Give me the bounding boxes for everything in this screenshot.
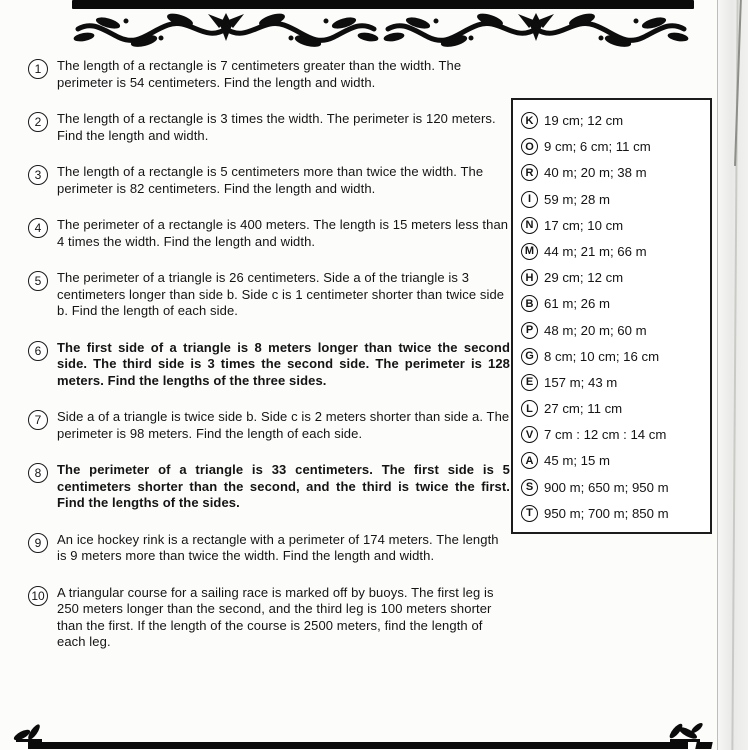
problem-item — [28, 462, 510, 512]
answer-row — [521, 505, 704, 522]
answer-letter-badge — [521, 243, 538, 260]
answer-row — [521, 217, 704, 234]
answer-letter-badge — [521, 479, 538, 496]
problem-number: 5 — [34, 274, 42, 288]
answer-letter: N — [525, 219, 534, 232]
answer-letter-badge — [521, 452, 538, 469]
answer-row — [521, 452, 704, 469]
answer-row — [521, 138, 704, 155]
answer-text: 45 m; 15 m — [544, 453, 610, 469]
answer-letter: K — [525, 114, 534, 127]
problem-number: 7 — [34, 413, 42, 427]
answer-letter: H — [525, 271, 534, 284]
answer-letter-badge — [521, 191, 538, 208]
answer-row — [521, 426, 704, 443]
answer-text: 900 m; 650 m; 950 m — [544, 479, 669, 495]
answer-box — [511, 98, 712, 534]
problem-number-badge — [28, 165, 48, 185]
problem-number-badge — [28, 410, 48, 430]
answer-row — [521, 322, 704, 339]
answer-letter: R — [525, 166, 534, 179]
answer-text: 7 cm : 12 cm : 14 cm — [544, 427, 667, 443]
problem-item — [28, 532, 510, 565]
answer-text: 27 cm; 11 cm — [544, 401, 623, 417]
answer-letter: V — [525, 428, 534, 441]
answer-text: 40 m; 20 m; 38 m — [544, 165, 647, 181]
top-ornament — [72, 0, 694, 55]
problem-number-badge — [28, 341, 48, 361]
problem-number: 8 — [34, 466, 42, 480]
problem-number-badge — [28, 112, 48, 132]
problem-number: 2 — [34, 115, 42, 129]
problem-item — [28, 111, 510, 144]
answer-text: 9 cm; 6 cm; 11 cm — [544, 139, 651, 155]
problem-text: The perimeter of a rectangle is 400 meters. The length is 15 meters less than 4 times the width. Find the length and width. — [57, 217, 509, 249]
answer-row — [521, 348, 704, 365]
answer-text: 44 m; 21 m; 66 m — [544, 243, 647, 259]
answer-row — [521, 243, 704, 260]
problem-number: 6 — [34, 343, 42, 358]
answer-text: 17 cm; 10 cm — [544, 217, 624, 233]
problem-item — [28, 270, 510, 320]
bottom-right-leaf-icon — [664, 721, 704, 743]
problem-number-badge — [28, 59, 48, 79]
top-flourish-icon — [72, 13, 694, 55]
problem-number-badge — [28, 533, 48, 553]
answer-letter: M — [524, 245, 535, 258]
answer-letter-badge — [521, 164, 538, 181]
problem-number: 4 — [34, 221, 42, 235]
answer-letter: I — [527, 193, 532, 206]
answer-row — [521, 295, 704, 312]
problems-list — [28, 58, 510, 671]
answer-row — [521, 112, 704, 129]
problem-item — [28, 585, 510, 651]
bottom-left-leaf-icon — [12, 723, 46, 743]
answer-text: 29 cm; 12 cm — [544, 270, 624, 286]
problem-text: The first side of a triangle is 8 meters longer than twice the second side. The third side is 3 times the second side. The perimeter is 128 meters. Find the lengths of the three sides. — [57, 339, 510, 388]
problem-text: An ice hockey rink is a rectangle with a perimeter of 174 meters. The length is 9 meters more than twice the width. Find the length and width. — [57, 531, 499, 563]
problem-item — [28, 164, 510, 197]
problem-number: 10 — [31, 588, 45, 603]
answer-letter-badge — [521, 348, 538, 365]
problem-number: 1 — [34, 62, 42, 76]
problem-number-badge — [28, 271, 48, 291]
answer-letter-badge — [521, 400, 538, 417]
answer-letter: E — [525, 376, 534, 389]
answer-letter: O — [525, 140, 534, 153]
problem-text: Side a of a triangle is twice side b. Side c is 2 meters shorter than side a. The perimeter is 98 meters. Find the length of each side. — [57, 409, 510, 441]
problem-text: The length of a rectangle is 7 centimeters greater than the width. The perimeter is 54 centimeters. Find the length and width. — [57, 58, 462, 90]
answer-row — [521, 191, 704, 208]
problem-number-badge — [28, 218, 48, 238]
problem-number-badge — [28, 586, 48, 606]
problem-number: 3 — [34, 168, 42, 182]
answer-letter: G — [525, 350, 534, 363]
answer-letter-badge — [521, 217, 538, 234]
answer-letter-badge — [521, 374, 538, 391]
answer-text: 59 m; 28 m — [544, 191, 610, 207]
answer-letter: T — [526, 507, 533, 520]
problem-number: 9 — [34, 535, 42, 550]
answer-row — [521, 164, 704, 181]
answer-letter: A — [525, 454, 534, 467]
answer-row — [521, 374, 704, 391]
answer-letter-badge — [521, 505, 538, 522]
answer-letter: B — [525, 297, 534, 310]
problem-item — [28, 217, 510, 250]
answer-letter-badge — [521, 138, 538, 155]
answer-text: 8 cm; 10 cm; 16 cm — [544, 348, 660, 364]
answer-text: 950 m; 700 m; 850 m — [544, 505, 669, 521]
answer-letter-badge — [521, 295, 538, 312]
bottom-bar — [28, 742, 688, 749]
answer-letter: P — [525, 324, 534, 336]
answer-row — [521, 479, 704, 496]
answer-letter-badge — [521, 426, 538, 443]
answer-letter-badge — [521, 322, 538, 339]
problem-item — [28, 58, 510, 91]
problem-item — [28, 409, 510, 442]
answer-text: 48 m; 20 m; 60 m — [544, 322, 647, 338]
answer-row — [521, 269, 704, 286]
answer-letter: L — [526, 402, 533, 415]
answer-letter: S — [525, 481, 534, 494]
answer-text: 19 cm; 12 cm — [544, 113, 624, 128]
problem-text: A triangular course for a sailing race is marked off by buoys. The first leg is 250 meters longer than the second, and the third leg is 100 meters shorter than the first. If the length of the course is 2500 meters, find the length of each leg. — [57, 584, 494, 649]
problem-text: The perimeter of a triangle is 33 centimeters. The first side is 5 centimeters shorter than the second, and the third is twice the first. Find the lengths of the sides. — [57, 462, 510, 510]
answer-text: 157 m; 43 m — [544, 374, 618, 390]
top-bar — [72, 0, 694, 9]
problem-text: The perimeter of a triangle is 26 centimeters. Side a of the triangle is 3 centimeters longer than side b. Side c is 1 centimeter shorter than twice side b. Find the length of each side. — [57, 270, 505, 318]
answer-letter-badge — [521, 269, 538, 286]
answer-row — [521, 400, 704, 417]
answer-letter-badge — [521, 112, 538, 129]
problem-item — [28, 340, 510, 390]
problem-text: The length of a rectangle is 5 centimeters more than twice the width. The perimeter is 82 centimeters. Find the length and width. — [57, 164, 484, 196]
problem-number-badge — [28, 463, 48, 483]
answer-text: 61 m; 26 m — [544, 296, 610, 312]
bottom-bar-tail — [695, 742, 712, 749]
problem-text: The length of a rectangle is 3 times the width. The perimeter is 120 meters. Find the length and width. — [57, 111, 496, 143]
